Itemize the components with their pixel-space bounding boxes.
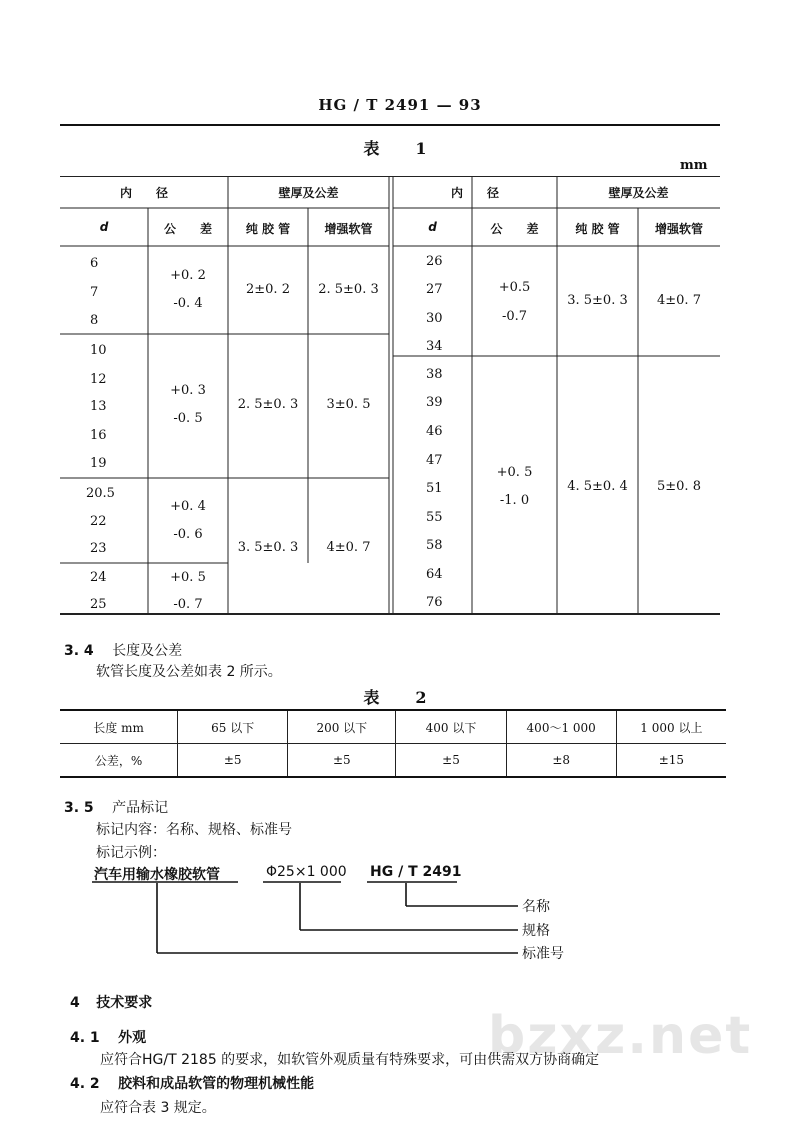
- table1-caption: 表 1: [363, 139, 437, 158]
- t1-right-d: 51: [426, 481, 443, 496]
- t1-left-wall-pure: 2±0. 2: [246, 282, 290, 297]
- t1-right-d: 47: [426, 453, 443, 468]
- table2-cell: 200 以下: [288, 710, 396, 744]
- t1-left-d: 12: [90, 372, 107, 387]
- t1-head-inner-right: 内 径: [450, 186, 499, 200]
- t1-left-wall-reinf: 2. 5±0. 3: [318, 282, 379, 297]
- t1-left-wall-reinf: 3±0. 5: [326, 397, 371, 412]
- marking-example-name: 汽车用输水橡胶软管: [94, 867, 220, 883]
- t1-right-wall-reinf: 4±0. 7: [657, 293, 701, 308]
- table2-cell: 400～1 000: [506, 710, 616, 744]
- marking-example-standard: HG / T 2491: [370, 864, 462, 880]
- t1-right-d: 27: [426, 282, 443, 297]
- t1-left-tol-minus: -0. 5: [173, 411, 203, 426]
- marking-example-spec: Φ25×1 000: [266, 864, 347, 880]
- section-3-5-content: 标记内容：名称、规格、标准号: [96, 822, 292, 838]
- t1-right-d: 34: [426, 339, 443, 354]
- t1-right-d: 55: [426, 510, 443, 525]
- table2-cell: ±5: [396, 744, 506, 778]
- section-4-heading: [70, 992, 152, 1012]
- table2-cell: 1 000 以上: [616, 710, 726, 744]
- t1-right-d: 64: [426, 567, 443, 582]
- section-4-2-title: 胶料和成品软管的物理机械性能: [118, 1076, 315, 1092]
- section-3-4-number: 3. 4: [64, 643, 94, 659]
- table2-cell: 65 以下: [178, 710, 288, 744]
- t1-left-d: 16: [90, 428, 107, 443]
- t1-head-wall-left: 壁厚及公差: [278, 186, 339, 200]
- section-3-4-title: 长度及公差: [112, 643, 183, 659]
- t1-left-d: 23: [90, 541, 107, 556]
- t1-left-tol-plus: +0. 3: [170, 383, 206, 398]
- t1-left-tol-minus: -0. 6: [173, 527, 203, 542]
- t1-left-d: 6: [90, 256, 99, 271]
- t1-right-d: 26: [426, 254, 443, 269]
- t1-left-tol-minus: -0. 7: [173, 597, 203, 612]
- t1-right-wall-pure: 4. 5±0. 4: [567, 479, 628, 494]
- t1-head-reinf-left: 增强软管: [324, 222, 373, 236]
- table2-caption: 表 2: [363, 688, 437, 707]
- t1-left-d: 24: [90, 570, 107, 585]
- section-4-1-heading: [70, 1027, 146, 1047]
- section-4-number: 4: [70, 995, 80, 1011]
- section-4-1-title: 外观: [118, 1030, 147, 1046]
- section-4-1-text: 应符合HG/T 2185 的要求，如软管外观质量有特殊要求，可由供需双方协商确定: [100, 1052, 600, 1068]
- t1-right-wall-reinf: 5±0. 8: [657, 479, 701, 494]
- t1-left-wall-pure: 2. 5±0. 3: [237, 397, 299, 412]
- table2-cell: 公差，%: [60, 744, 178, 778]
- callout-spec: 规格: [522, 923, 550, 939]
- t1-right-d: 38: [426, 367, 443, 382]
- t1-left-d: 13: [90, 399, 107, 414]
- t1-left-wall-reinf: 4±0. 7: [326, 540, 371, 555]
- t1-head-tol-left: 公 差: [163, 222, 212, 236]
- callout-standard: 标准号: [522, 946, 564, 962]
- t1-right-d: 58: [426, 538, 443, 553]
- t1-left-tol-plus: +0. 5: [170, 570, 206, 585]
- section-4-2-heading: [70, 1073, 314, 1093]
- t1-left-d: 20.5: [86, 486, 115, 501]
- section-3-5-title: 产品标记: [112, 800, 169, 816]
- section-3-5-example-label: 标记示例：: [96, 845, 166, 861]
- t1-right-tol-minus: -1. 0: [499, 493, 530, 508]
- t1-left-wall-pure: 3. 5±0. 3: [237, 540, 299, 555]
- t1-left-d: 8: [90, 313, 99, 328]
- document-header: HG / T 2491 — 93: [318, 96, 482, 114]
- table2-cell: ±5: [178, 744, 288, 778]
- table2-cell: ±8: [506, 744, 616, 778]
- t1-head-d-right: d: [428, 220, 437, 234]
- t1-right-tol-plus: +0. 5: [496, 465, 533, 480]
- t1-right-wall-pure: 3. 5±0. 3: [567, 293, 628, 308]
- t1-left-d: 19: [90, 456, 107, 471]
- callout-name: 名称: [522, 899, 550, 915]
- t1-right-tol-minus: -0.7: [501, 309, 528, 324]
- t1-head-inner-left: 内 径: [119, 186, 168, 200]
- t1-left-tol-plus: +0. 4: [170, 499, 206, 514]
- t1-head-d-left: d: [99, 220, 109, 234]
- t1-right-tol-plus: +0.5: [498, 280, 531, 295]
- section-3-4-text: 软管长度及公差如表 2 所示。: [96, 664, 282, 680]
- section-3-5-number: 3. 5: [64, 800, 94, 816]
- t1-left-d: 25: [90, 597, 107, 612]
- t1-left-d: 7: [90, 285, 99, 300]
- table2-cell: ±15: [616, 744, 726, 778]
- t1-left-d: 10: [90, 343, 107, 358]
- table2-cell: 400 以下: [396, 710, 506, 744]
- t1-right-d: 30: [426, 311, 443, 326]
- t1-head-pure-left: 纯 胶 管: [245, 222, 291, 236]
- section-4-2-text: 应符合表 3 规定。: [100, 1100, 216, 1116]
- t1-right-d: 39: [426, 395, 443, 410]
- t1-head-tol-right: 公 差: [490, 222, 539, 236]
- section-4-title: 技术要求: [96, 995, 153, 1011]
- table2-cell: ±5: [288, 744, 396, 778]
- t1-left-tol-plus: +0. 2: [170, 268, 206, 283]
- table2-cell: 长度 mm: [60, 710, 178, 744]
- t1-right-d: 46: [426, 424, 443, 439]
- t1-head-wall-right: 壁厚及公差: [608, 186, 669, 200]
- section-4-1-number: 4. 1: [70, 1030, 100, 1046]
- t1-head-pure-right: 纯 胶 管: [575, 222, 620, 236]
- table1-unit: mm: [680, 158, 708, 173]
- t1-left-d: 22: [90, 514, 107, 529]
- t1-head-reinf-right: 增强软管: [654, 222, 703, 236]
- t1-left-tol-minus: -0. 4: [173, 296, 203, 311]
- watermark: bzxz.net: [488, 1006, 753, 1066]
- section-4-2-number: 4. 2: [70, 1076, 100, 1092]
- t1-right-d: 76: [426, 595, 443, 610]
